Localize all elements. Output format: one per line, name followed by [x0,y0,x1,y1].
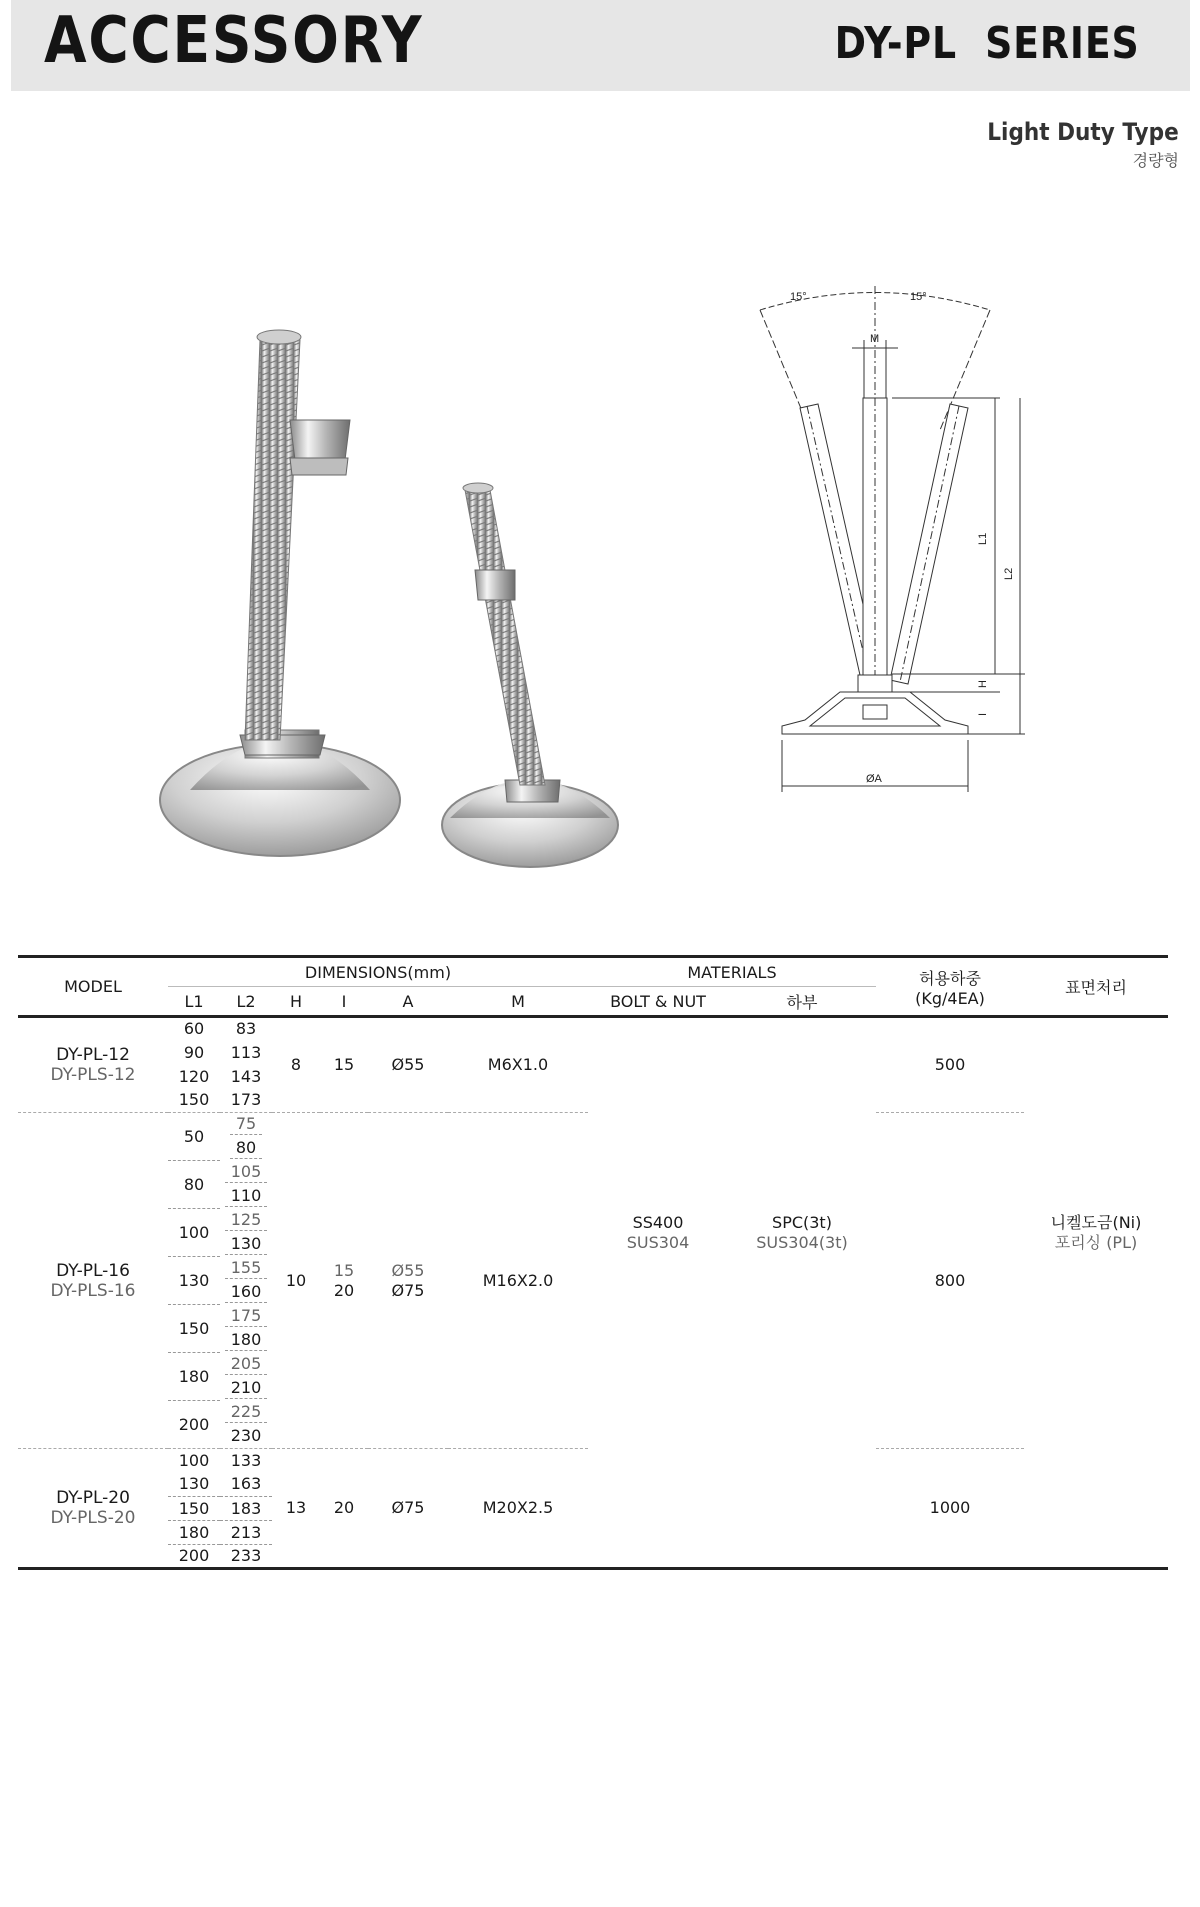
l2-value: 183 [220,1497,272,1521]
base-material-cell [728,1017,876,1449]
bolt-material-cell [588,1017,728,1449]
small-leveler [442,483,618,867]
l2-value: 175 [225,1306,268,1327]
i-value: 15 [333,1055,355,1074]
l2-value: 163 [220,1473,272,1497]
l2-value: 113 [230,1042,262,1062]
load-unit-header: (Kg/4EA) [915,988,985,1008]
col-a: A [368,987,448,1017]
l2-value: 233 [220,1545,272,1569]
l2-value: 210 [225,1378,268,1399]
l1-value: 100 [168,1209,220,1257]
l1-value: 50 [168,1113,220,1161]
load-value: 500 [934,1055,966,1074]
l1-value: 100 [168,1449,220,1473]
h-value: 10 [272,1113,320,1449]
a-value: Ø55 [391,1055,425,1074]
col-l2: L2 [220,987,272,1017]
surface-cell [1024,1017,1168,1449]
a-value-cell [368,1113,448,1449]
col-m: M [448,987,588,1017]
duty-type-ko: 경량형 [1132,151,1179,170]
l1-value: 200 [178,1414,210,1434]
model-name-s: DY-PLS-16 [50,1280,136,1301]
l2-value: 125 [225,1210,268,1231]
l2-value: 133 [220,1449,272,1473]
i-value-cell [320,1113,368,1449]
l2-value: 173 [230,1090,262,1110]
l2-value: 160 [225,1282,268,1303]
a-label: ØA [866,773,882,785]
l2-value: 213 [220,1521,272,1545]
h-label: H [977,680,989,688]
l2-value: 80 [230,1138,262,1159]
surface-b: 포리싱 (PL) [1054,1233,1138,1253]
model-cell [18,1449,168,1569]
l1-value: 120 [178,1066,210,1086]
table-row [18,1017,1168,1041]
l1-label: L1 [977,532,989,545]
l2-label: L2 [1003,567,1015,580]
l2-value: 143 [230,1066,262,1086]
l1-value: 180 [168,1521,220,1545]
l1-value: 150 [178,1090,210,1110]
col-h: H [272,987,320,1017]
h-value: 13 [272,1449,320,1569]
base-material-b: SUS304(3t) [756,1233,848,1253]
load-header: 허용하중 [919,968,981,988]
technical-drawing [740,280,1070,810]
load-value: 1000 [876,1449,1024,1569]
l2-value: 155 [225,1258,268,1279]
model-name: DY-PL-16 [56,1260,130,1281]
l2-value: 230 [230,1426,262,1446]
col-load [876,957,1024,1017]
col-surface: 표면처리 [1024,957,1168,1017]
l1-value: 60 [183,1019,205,1039]
a-value-b: Ø75 [391,1280,425,1300]
i-label: I [977,712,989,716]
i-value-a: 15 [333,1260,355,1280]
l1-value: 80 [168,1161,220,1209]
product-photo [150,310,630,870]
surface-a: 니켈도금(Ni) [1050,1213,1142,1233]
model-cell [18,1017,168,1113]
bolt-material-a: SS400 [632,1213,684,1233]
table-row [18,1449,1168,1473]
h-value: 8 [290,1055,302,1074]
l2-value: 75 [230,1114,262,1135]
col-i: I [320,987,368,1017]
l2-value: 105 [225,1162,268,1183]
l2-value: 110 [225,1186,268,1207]
model-name-s: DY-PLS-20 [50,1508,136,1528]
model-name: DY-PL-12 [56,1045,130,1065]
duty-type-en: Light Duty Type [987,118,1179,146]
l1-value: 180 [168,1353,220,1401]
bolt-material-b: SUS304 [626,1233,690,1253]
col-bolt-nut: BOLT & NUT [588,987,728,1017]
m-value: M6X1.0 [487,1055,549,1074]
l2-value: 83 [235,1019,257,1039]
model-cell [18,1113,168,1449]
i-value: 20 [320,1449,368,1569]
header-band [11,0,1190,91]
model-name: DY-PL-20 [56,1488,130,1508]
series-title: DY-PL SERIES [834,18,1140,69]
m-label: M [870,333,880,345]
l2-value: 205 [225,1354,268,1375]
col-dimensions: DIMENSIONS(mm) [168,957,588,987]
l1-value: 150 [168,1305,220,1353]
col-materials: MATERIALS [588,957,876,987]
l1-value: 90 [183,1042,205,1062]
l2-value: 225 [225,1402,268,1423]
base-material-a: SPC(3t) [772,1213,832,1233]
angle-right-label: 15° [910,291,927,303]
a-value: Ø75 [368,1449,448,1569]
l2-value: 180 [225,1330,268,1351]
spec-table [18,955,1168,1570]
m-value: M20X2.5 [448,1449,588,1569]
l1-value: 130 [168,1473,220,1497]
duty-type [966,118,1179,171]
angle-left-label: 15° [790,291,807,303]
l2-value: 130 [225,1234,268,1255]
l1-value: 200 [168,1545,220,1569]
col-base: 하부 [728,987,876,1017]
model-name-s: DY-PLS-12 [50,1065,136,1085]
col-l1: L1 [168,987,220,1017]
i-value-b: 20 [333,1280,355,1300]
col-model: MODEL [18,957,168,1017]
load-value: 800 [876,1113,1024,1449]
page-title: ACCESSORY [44,4,424,78]
a-value-a: Ø55 [391,1260,425,1280]
l1-value: 150 [168,1497,220,1521]
large-leveler [160,330,400,856]
l1-value: 130 [168,1257,220,1305]
m-value: M16X2.0 [448,1113,588,1449]
